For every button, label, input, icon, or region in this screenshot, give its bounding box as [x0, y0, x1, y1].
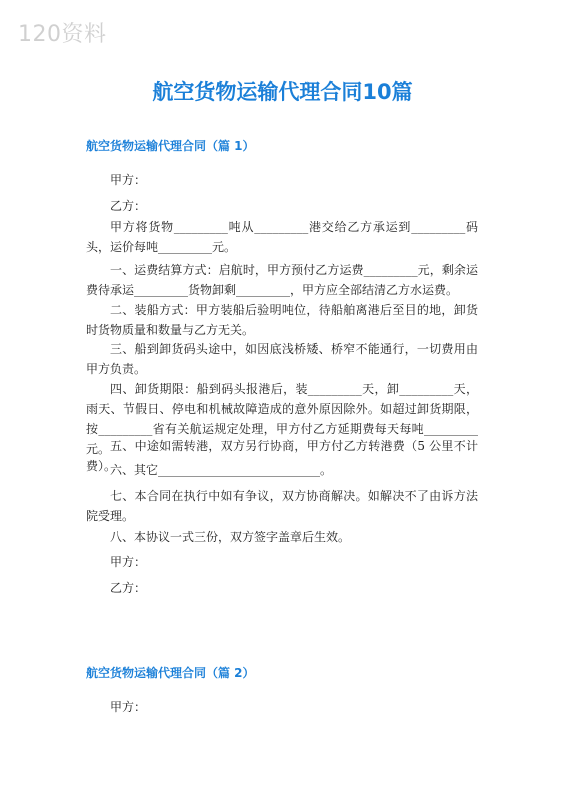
- section-2-heading: 航空货物运输代理合同（篇 2）: [86, 666, 255, 680]
- section-1-clause-7: 七、本合同在执行中如有争议，双方协商解决。如解决不了由诉方法院受理。: [86, 489, 478, 523]
- section-1-clause-8: 八、本协议一式三份，双方签字盖章后生效。: [110, 530, 351, 544]
- document-title: 航空货物运输代理合同10篇: [152, 80, 413, 104]
- section-1-clause-2: 二、装船方式：甲方装船后验明吨位，待船舶离港后至目的地，卸货时货物质量和数量与乙方无关。: [86, 303, 478, 337]
- section-1-clause-3: 三、船到卸货码头途中，如因底浅桥矮、桥窄不能通行，一切费用由甲方负责。: [86, 342, 478, 376]
- section-1-party-b: 乙方：: [110, 199, 147, 213]
- section-1-signature-party-a: 甲方：: [110, 555, 147, 569]
- watermark-logo: 120资料: [18, 22, 107, 47]
- section-1-heading: 航空货物运输代理合同（篇 1）: [86, 139, 255, 153]
- section-1-clause-5: 五、中途如需转港，双方另行协商，甲方付乙方转港费（5 公里不计费）。: [86, 439, 478, 473]
- section-1-signature-party-b: 乙方：: [110, 581, 147, 595]
- section-1-clause-4: 四、卸货期限：船到码头报港后，装_________天，卸_________天，雨天、节假日、停电和机械故障造成的意外原因除外。如超过卸货期限，按_________省有关航运规定处理，甲方付乙方延期费每天每吨_________元。: [86, 382, 478, 456]
- section-1-clause-6: 六、其它___________________________。: [110, 463, 333, 477]
- section-1-intro-paragraph: 甲方将货物_________吨从_________港交给乙方承运到_________码头，运价每吨_________元。: [86, 220, 478, 254]
- section-1-clause-1: 一、运费结算方式：启航时，甲方预付乙方运费_________元，剩余运费待承运_________货物卸剩_________，甲方应全部结清乙方水运费。: [86, 263, 478, 297]
- section-2-party-a: 甲方：: [110, 700, 147, 714]
- section-1-party-a: 甲方：: [110, 173, 147, 187]
